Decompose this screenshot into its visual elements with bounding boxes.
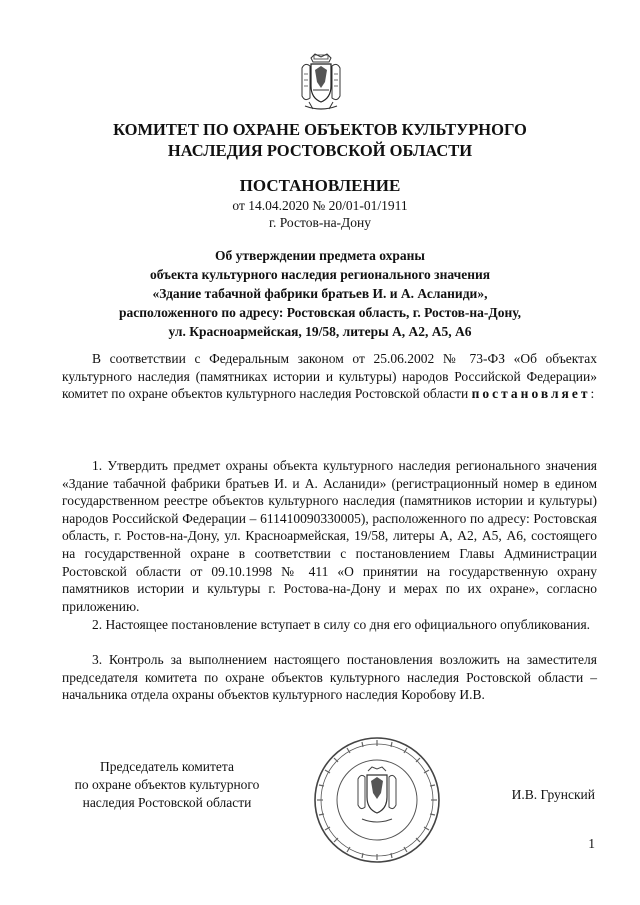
decree-word: постановляет [471, 386, 591, 402]
document-type: ПОСТАНОВЛЕНИЕ [239, 176, 401, 195]
item-2-paragraph: 2. Настоящее постановление вступает в силу со дня его официального опубликования. [92, 617, 591, 632]
preamble-text: В соответствии с Федеральным законом от 25.06.2002 № 73-ФЗ «Об объектах культурного наследия (памятниках истории и культуры) народов Российской Федерации» комитет по охране объектов культурного наследия Ростовской области [62, 351, 597, 402]
official-seal-stamp-icon [312, 735, 442, 865]
item-1-paragraph: 1. Утвердить предмет охраны объекта культурного наследия регионального значения «Здание табачной фабрики братьев И. и А. Асланиди» (регистрационный номер в едином государственном реестре объектов культурного наследия (памятников истории и культуры) народов Российской Федерации – 611410090330005), расположенного по адресу: Ростовская область, г. Ростов-на-Дону, ул. Красноармейская, 19/58, литеры А, А2, А5, А6, состоящего на государственной охране в соответствии с постановлением Главы Администрации Ростовской области от 09.10.1998 № 411 «О принятии на государственную охрану памятников истории и культуры г. Ростова-на-Дону и мерах по их охране», согласно приложению. [62, 458, 597, 614]
document-meta [60, 197, 580, 231]
signatory-title-line2: по охране объектов культурного [74, 777, 260, 792]
preamble-paragraph [62, 350, 597, 403]
document-subject [60, 246, 580, 341]
subject-line2: объекта культурного наследия регионального значения [149, 267, 491, 282]
signatory-name: И.В. Грунский [511, 787, 595, 802]
signatory-title-line1: Председатель комитета [100, 759, 234, 774]
signatory-title [62, 758, 272, 812]
subject-line3: «Здание табачной фабрики братьев И. и А. Асланиди», [152, 286, 488, 301]
signatory-title-line3: наследия Ростовской области [82, 795, 252, 810]
org-title-line1: КОМИТЕТ ПО ОХРАНЕ ОБЪЕКТОВ КУЛЬТУРНОГО [113, 120, 527, 139]
subject-line5: ул. Красноармейская, 19/58, литеры А, А2, А5, А6 [168, 324, 472, 339]
page-number: 1 [588, 836, 595, 851]
org-title-line2: НАСЛЕДИЯ РОСТОВСКОЙ ОБЛАСТИ [167, 141, 473, 160]
document-date-number: от 14.04.2020 № 20/01-01/1911 [232, 198, 408, 213]
document-city: г. Ростов-на-Дону [268, 215, 371, 230]
subject-line4: расположенного по адресу: Ростовская область, г. Ростов-на-Дону, [118, 305, 522, 320]
organization-title [60, 119, 580, 161]
item-3-paragraph: 3. Контроль за выполнением настоящего постановления возложить на заместителя председателя комитета по охране объектов культурного наследия Ростовской области – начальника отдела охраны объектов культурного наследия Коробову И.В. [62, 652, 597, 703]
subject-line1: Об утверждении предмета охраны [215, 248, 425, 263]
coat-of-arms-icon [299, 52, 343, 114]
preamble-colon: : [590, 386, 595, 402]
